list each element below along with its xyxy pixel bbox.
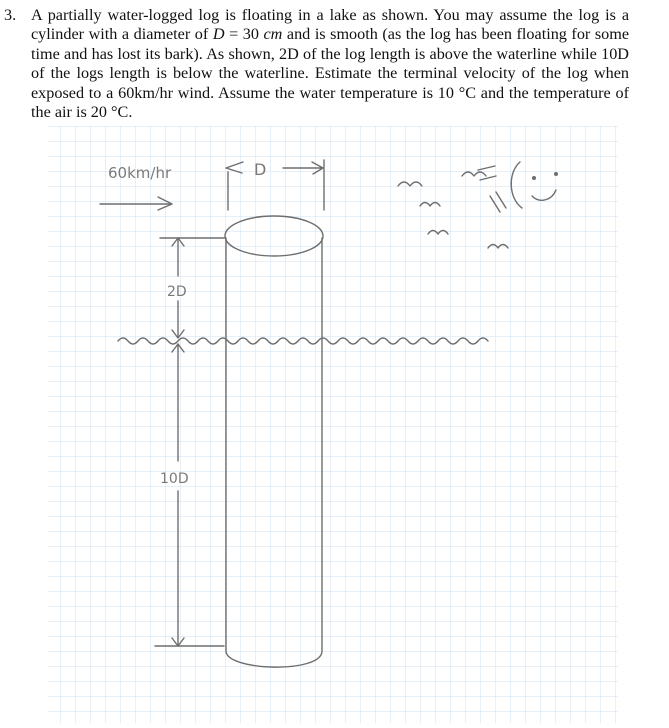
face-eye-left (532, 176, 536, 180)
air-temperature: 20 °C (90, 103, 129, 122)
wind-speed-label: 60km/hr (108, 164, 172, 182)
d-value: = 30 (224, 25, 264, 44)
sketch-canvas (0, 126, 669, 723)
text-end: . (128, 103, 133, 122)
above-water-label: 2D (167, 284, 187, 300)
below-water-label: 10D (160, 471, 189, 487)
problem-body (31, 6, 629, 122)
hand-sketch (0, 126, 669, 723)
face-eye-right (554, 172, 558, 176)
problem-number: 3. (4, 6, 17, 24)
d-unit: cm (263, 25, 283, 44)
diameter-label: D (254, 160, 267, 179)
water-temperature: 10 °C (437, 83, 476, 102)
d-symbol: D (212, 25, 225, 44)
text-after-d: and is smooth (as the log has been floating for some time and has lost its bark). As shown, 2D of the log length is above the waterline while 10D of the logs length is below the waterline. Estimate the terminal velocity of the log when exposed to a 60km/hr wind. Assume the water temperature is (31, 25, 630, 102)
graph-paper (48, 126, 618, 723)
text-before-d: A partially water-logged log is floating in a lake as shown. You may assume the log is a cylinder with a diameter of (31, 6, 629, 44)
text-after-water: and the temperature of the air is (31, 83, 629, 122)
